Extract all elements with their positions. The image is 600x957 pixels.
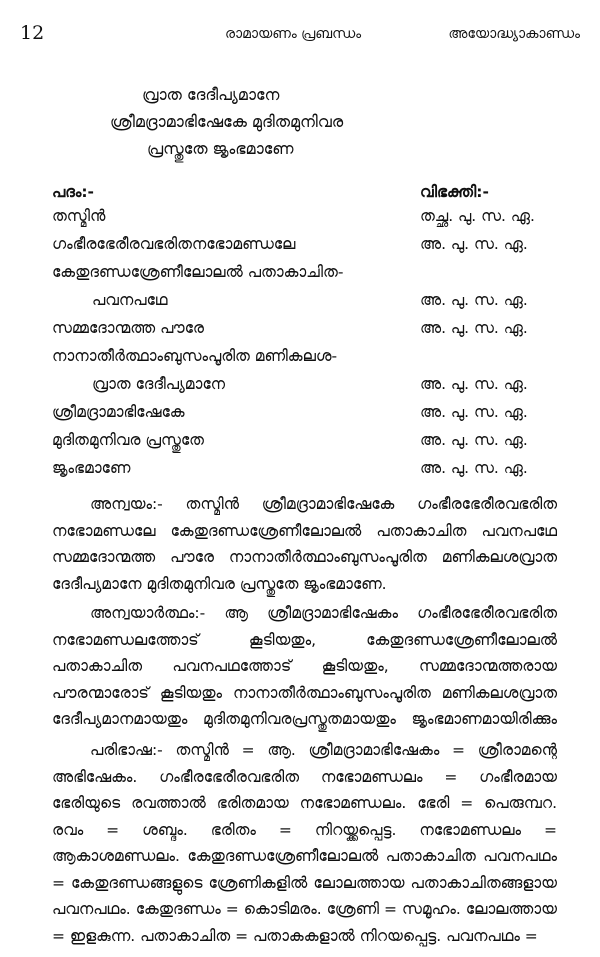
pada-cell: പവനപഥേ: [92, 291, 168, 309]
vibhakti-cell: അ. പു. സ. ഏ.: [420, 319, 528, 337]
table-row: [0, 207, 600, 235]
anvayartham-paragraph: അന്വയാർത്ഥം:- ആ ശ്രീമദ്രാമാഭിഷേകം ഗംഭീരഭേരീരവഭരിത നഭോമണ്ഡലത്തോട് കൂടിയതും, കേതുദണ്ഡശ്രേണീലോലൽ പതാകാചിത പവനപഥത്തോട് കൂടിയതും, സമ്മദോന്മത്തരായ പൗരന്മാരോട് കൂടിയതും നാനാതീർത്ഥാംബുസംപൂരിത മണികലശവ്രാത ദേദീപ്യമാനമായതും മുദിതമുനിവരപ്രസ്തുതമായതും ജൃംഭമാണമായിരിക്കും: [52, 604, 557, 728]
running-header: [20, 22, 580, 48]
vibhakti-cell: അ. പു. സ. ഏ.: [420, 235, 528, 253]
table-row: [0, 375, 600, 403]
verse-line: വ്രാത ദേദീപ്യമാനേ: [142, 85, 280, 104]
table-row: [0, 403, 600, 431]
verse-line: ശ്രീമദ്രാമാഭിഷേകേ മുദിതമുനിവര: [110, 112, 344, 131]
vibhakti-cell: അ. പു. സ. ഏ.: [420, 403, 528, 421]
pada-cell: ശ്രീമദ്രാമാഭിഷേകേ: [52, 403, 185, 421]
table-row: [0, 319, 600, 347]
pada-cell: ഗംഭീരഭേരീരവഭരിതനഭോമണ്ഡലേ: [52, 235, 296, 253]
pada-cell: തസ്മിൻ: [52, 207, 106, 225]
pada-cell: കേതുദണ്ഡശ്രേണീലോലൽ പതാകാചിത-: [52, 263, 344, 281]
vibhakti-cell: അ. പു. സ. ഏ.: [420, 431, 528, 449]
table-row: [0, 291, 600, 319]
pada-cell: വ്രാത ദേദീപ്യമാനേ: [92, 375, 226, 393]
paribhasha-paragraph: പരിഭാഷ:- തസ്മിൻ = ആ. ശ്രീമദ്രാമാഭിഷേകം = ശ്രീരാമന്റെ അഭിഷേകം. ഗംഭീരഭേരീരവഭരിത നഭോമണ്ഡലം = ഗംഭീരമായ ഭേരിയുടെ രവത്താൽ ഭരിതമായ നഭോമണ്ഡലം. ഭേരി = പെരുമ്പറ. രവം = ശബ്ദം. ഭരിതം = നിറയ്ക്കപ്പെട്ട. നഭോമണ്ഡലം = ആകാശമണ്ഡലം. കേതുദണ്ഡശ്രേണീലോലൽ പതാകാചിത പവനപഥം = കേതുദണ്ഡങ്ങളുടെ ശ്രേണികളിൽ ലോലത്തായ പതാകാചിതങ്ങളായ പവനപഥം. കേതുദണ്ഡം = കൊടിമരം. ശ്രേണി = സമൂഹം. ലോലത്തായ = ഇളകുന്ന. പതാകാചിത = പതാകകളാൽ നിറയപ്പെട്ട. പവനപഥം =: [52, 741, 557, 945]
running-title: രാമായണം പ്രബന്ധം: [225, 26, 362, 42]
vibhakti-cell: അ. പു. സ. ഏ.: [420, 291, 528, 309]
verse-line: പ്രസ്തുതേ ജൃംഭമാണേ: [147, 139, 294, 158]
running-section: അയോദ്ധ്യാകാണ്ഡം: [448, 26, 580, 42]
table-row: [0, 459, 600, 487]
vibhakti-cell: അ. പു. സ. ഏ.: [420, 459, 528, 477]
vibhakti-heading: വിഭക്തി:-: [420, 183, 489, 201]
pada-cell: സമ്മദോന്മത്ത പൗരേ: [52, 319, 204, 337]
vibhakti-cell: തച്ഛ. പു. സ. ഏ.: [420, 207, 535, 225]
page-number: 12: [20, 22, 45, 44]
pada-cell: നാനാതീർത്ഥാംബുസംപൂരിത മണികലശ-: [52, 347, 338, 365]
pada-cell: ജൃംഭമാണേ: [52, 459, 131, 477]
pada-cell: മുദിതമുനിവര പ്രസ്തുതേ: [52, 431, 204, 449]
pada-heading: പദം:-: [52, 183, 94, 201]
table-row: [0, 347, 600, 375]
table-row: [0, 235, 600, 263]
anvayam-paragraph: അന്വയം:- തസ്മിൻ ശ്രീമദ്രാമാഭിഷേകേ ഗംഭീരഭേരീരവഭരിത നഭോമണ്ഡലേ കേതുദണ്ഡശ്രേണീലോലൽ പതാകാചിത പവനപഥേ സമ്മദോന്മത്ത പൗരേ നാനാതീർത്ഥാംബുസംപൂരിത മണികലശവ്രാത ദേദീപ്യമാനേ മുദിതമുനിവര പ്രസ്തുതേ ജൃംഭമാണേ.: [52, 495, 557, 593]
vibhakti-cell: അ. പു. സ. ഏ.: [420, 375, 528, 393]
table-row: [0, 431, 600, 459]
table-row: [0, 263, 600, 291]
